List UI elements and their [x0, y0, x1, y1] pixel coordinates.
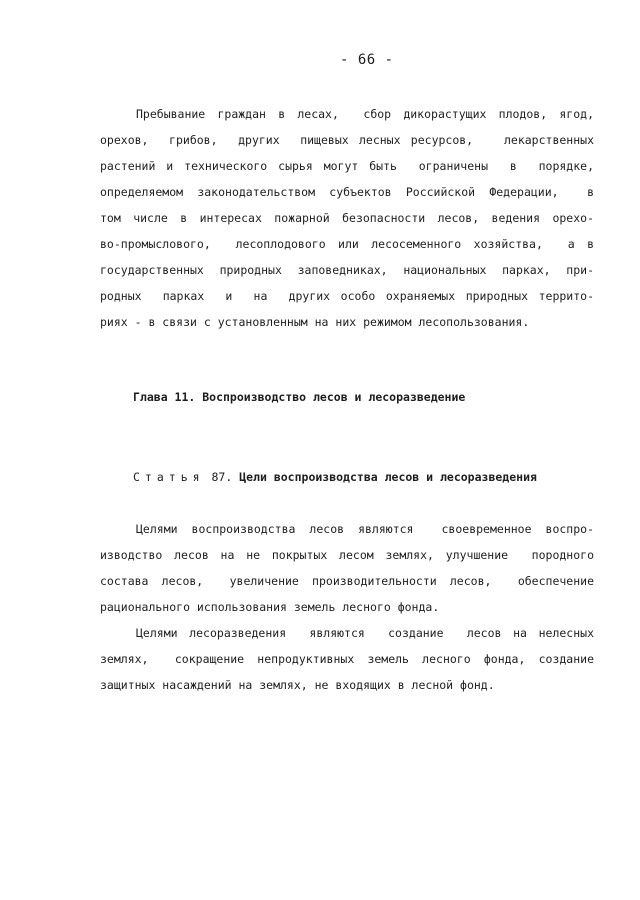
paragraph-line: состава лесов, увеличение производительности лесов, обеспечение — [100, 574, 594, 588]
paragraph-line: родных парках и на других особо охраняемых природных террито- — [100, 289, 594, 303]
page-number: - 66 - — [340, 52, 394, 68]
article-word: Статья — [133, 470, 205, 484]
article-number: 87. — [211, 470, 233, 484]
paragraph-line: Пребывание граждан в лесах, сбор дикорастущих плодов, ягод, — [136, 107, 594, 121]
paragraph-line: том числе в интересах пожарной безопасности лесов, ведения орехо- — [100, 211, 594, 225]
paragraph-line: определяемом законодательством субъектов Российской Федерации, в — [100, 185, 594, 199]
paragraph-line: землях, сокращение непродуктивных земель лесного фонда, создание — [100, 652, 594, 666]
paragraph-line: Целями воспроизводства лесов являются своевременное воспро- — [136, 522, 594, 536]
paragraph-line: государственных природных заповедниках, национальных парках, при- — [100, 263, 594, 277]
paragraph-citizens-in-forests — [100, 101, 594, 335]
paragraph-afforestation-goals — [100, 620, 594, 698]
paragraph-line: Целями лесоразведения являются создание лесов на нелесных — [136, 626, 594, 640]
paragraph-line: изводство лесов на не покрытых лесом землях, улучшение породного — [100, 548, 594, 562]
paragraph-line: растений и технического сырья могут быть ограничены в порядке, — [100, 159, 594, 173]
paragraph-line: риях - в связи с установленным на них режимом лесопользования. — [100, 315, 530, 329]
paragraph-line: орехов, грибов, других пищевых лесных ресурсов, лекарственных — [100, 133, 594, 147]
paragraph-line: защитных насаждений на землях, не входящих в лесной фонд. — [100, 678, 495, 692]
chapter-heading: Глава 11. Воспроизводство лесов и лесоразведение — [133, 390, 466, 404]
paragraph-line: во-промыслового, лесоплодового или лесосеменного хозяйства, а в — [100, 237, 594, 251]
paragraph-line: рационального использования земель лесного фонда. — [100, 600, 440, 614]
article-heading — [133, 470, 537, 484]
article-title: Цели воспроизводства лесов и лесоразведения — [239, 470, 537, 484]
paragraph-reproduction-goals — [100, 516, 594, 620]
